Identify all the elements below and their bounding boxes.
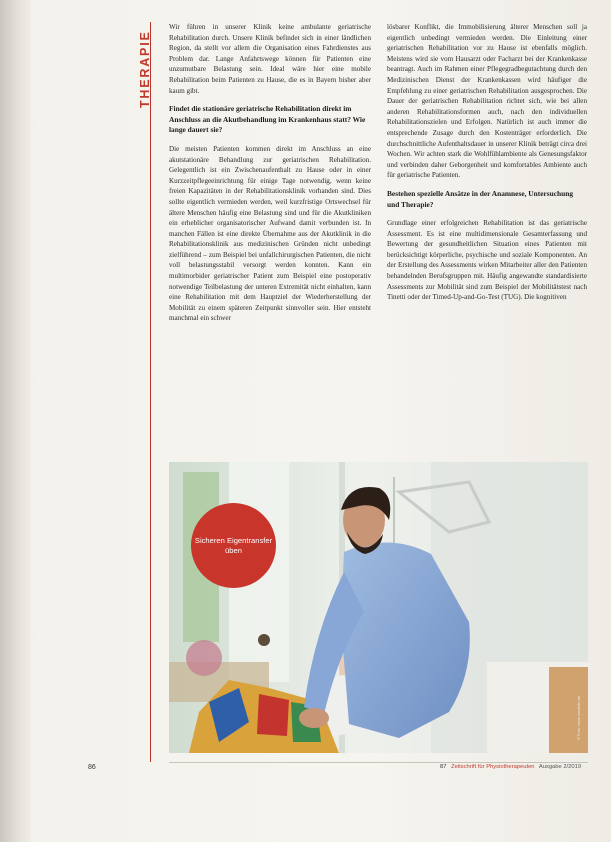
blanket-pattern-red — [257, 694, 289, 736]
intro-paragraph: Wir führen in unserer Klinik keine ambulante geriatrische Rehabilitation durch. Unsere Klinik befindet sich in einer ländlichen Region, da stellt vor allem die Organisation eines Fahrdienstes aus Problem dar. Lange Anfahrtswege können für Patienten eine unzumutbare Belastung sein. Ideal wäre hier eine mobile Rehabilitation beim Patienten zu Hause, die es in Bayern bisher aber kaum gibt. — [169, 23, 371, 95]
issue-label: Ausgabe 2/2019 — [538, 764, 582, 770]
badge-text: Sicheren Eigentransfer üben — [194, 535, 273, 555]
column-right — [387, 22, 587, 311]
flowers — [186, 640, 222, 676]
magazine-name: Zeitschrift für Physiotherapeuten — [451, 764, 535, 770]
furniture-wood — [549, 667, 588, 753]
answer-paragraph-1: Die meisten Patienten kommen direkt im Anschluss an eine akutstationäre Behandlung zur geriatrischen Rehabilitation. Gelegentlich ist ein Zwischenaufenthalt zu Hause oder in einer Kurzzeitpflegeeinrichtung für einige Tage notwendig, wenn keine freien Kapazitäten in der Rehabilitationsklinik vorhanden sind. Dies sollte eigentlich vermieden werden, weil kurzfristige Ortswechsel für ältere Menschen häufig eine Belastung sind und für die Akutkliniken ein erheblicher organisatorischer Aufwand damit verbunden ist. In manchen Fällen ist eine direkte Übernahme aus der Akutklinik in die Rehabilitationsklinik aus medizinischen Gründen nicht unbedingt zielführend – zum Beispiel bei unfallchirurgischen Patienten, die nicht voll belastungsstabil versorgt werden konnten. Kann ein multimorbider geriatrischer Patient zum Beispiel eine postoperativ notwendige Teilbelastung der unteren Extremität nicht einhalten, kann eine Rehabilitation mit dem Hauptziel der Wiederherstellung der Mobilität zu einem späteren Zeitpunkt sinnvoller sein. Hier entsteht manchmal ein schwer — [169, 144, 371, 323]
answer-paragraph-2: Grundlage einer erfolgreichen Rehabilitation ist das geriatrische Assessment. Es ist eine multidimensionale Gesamterfassung und Bewertung der gesundheitlichen Situation eines Patienten mit berücksichtigt körperliche, psychische und soziale Komponenten. An der Erstellung des Assessments wirken Mitarbeiter aller den Patienten behandelnden Berufsgruppen mit. Häufig angewandte standardisierte Assessments zur Mobilität sind zum Beispiel der Mobilitätstest nach Tinetti oder der Timed-Up-and-Go-Test (TUG). Die kognitiven — [387, 219, 587, 302]
footer-rule — [169, 762, 588, 763]
interview-question-1: Findet die stationäre geriatrische Rehabilitation direkt im Anschluss an die Akutbehandlung im Krankenhaus statt? Wie lange dauert sie? — [169, 104, 366, 135]
flower-vase — [258, 634, 270, 646]
interview-question-2: Bestehen spezielle Ansätze in der Anamnese, Untersuchung und Therapie? — [387, 188, 574, 209]
page-binding-shadow — [0, 0, 30, 842]
section-tag — [138, 20, 158, 110]
section-tag-label: THERAPIE — [138, 30, 152, 108]
continuation-paragraph: lösbarer Konflikt, die Immobilisierung älterer Menschen soll ja eigentlich unbedingt vermieden werden. Die Einleitung einer geriatrischen Rehabilitation vor zu Hause ist ebenfalls möglich. Meistens wird sie vom Hausarzt oder Facharzt bei der Krankenkasse beantragt. Auch im Rahmen einer Pflegegradbegutachtung durch den Medizinischen Dienst der Krankenkassen wird häufiger die Empfehlung zu einer geriatrischen Rehabilitation ausgesprochen. Die Dauer der geriatrischen Rehabilitation richtet sich, wie bei allen anderen Rehabilitationsformen auch, nach den individuellen Rehabilitationszielen und Erfolgen. Natürlich ist auch immer die entsprechende Zusage durch den Kostenträger erforderlich. Die durchschnittliche Aufenthaltsdauer in unserer Klinik beträgt circa drei Wochen. Wir achten stark die Wohlfühlambiente als Genesungsfaktor und verbinden daher Geborgenheit und komfortables Ambiente auch für geriatrische Patienten. — [387, 23, 587, 180]
photo-credit: © Foto: www.mediclin.de — [576, 695, 581, 740]
therapist-hand — [299, 708, 329, 728]
page-footer — [440, 764, 581, 770]
photo-caption-badge — [191, 503, 276, 588]
column-left — [169, 22, 371, 332]
section-rule — [150, 22, 151, 762]
page-number-left: 86 — [88, 764, 96, 771]
page-number-right: 87 — [440, 764, 447, 770]
